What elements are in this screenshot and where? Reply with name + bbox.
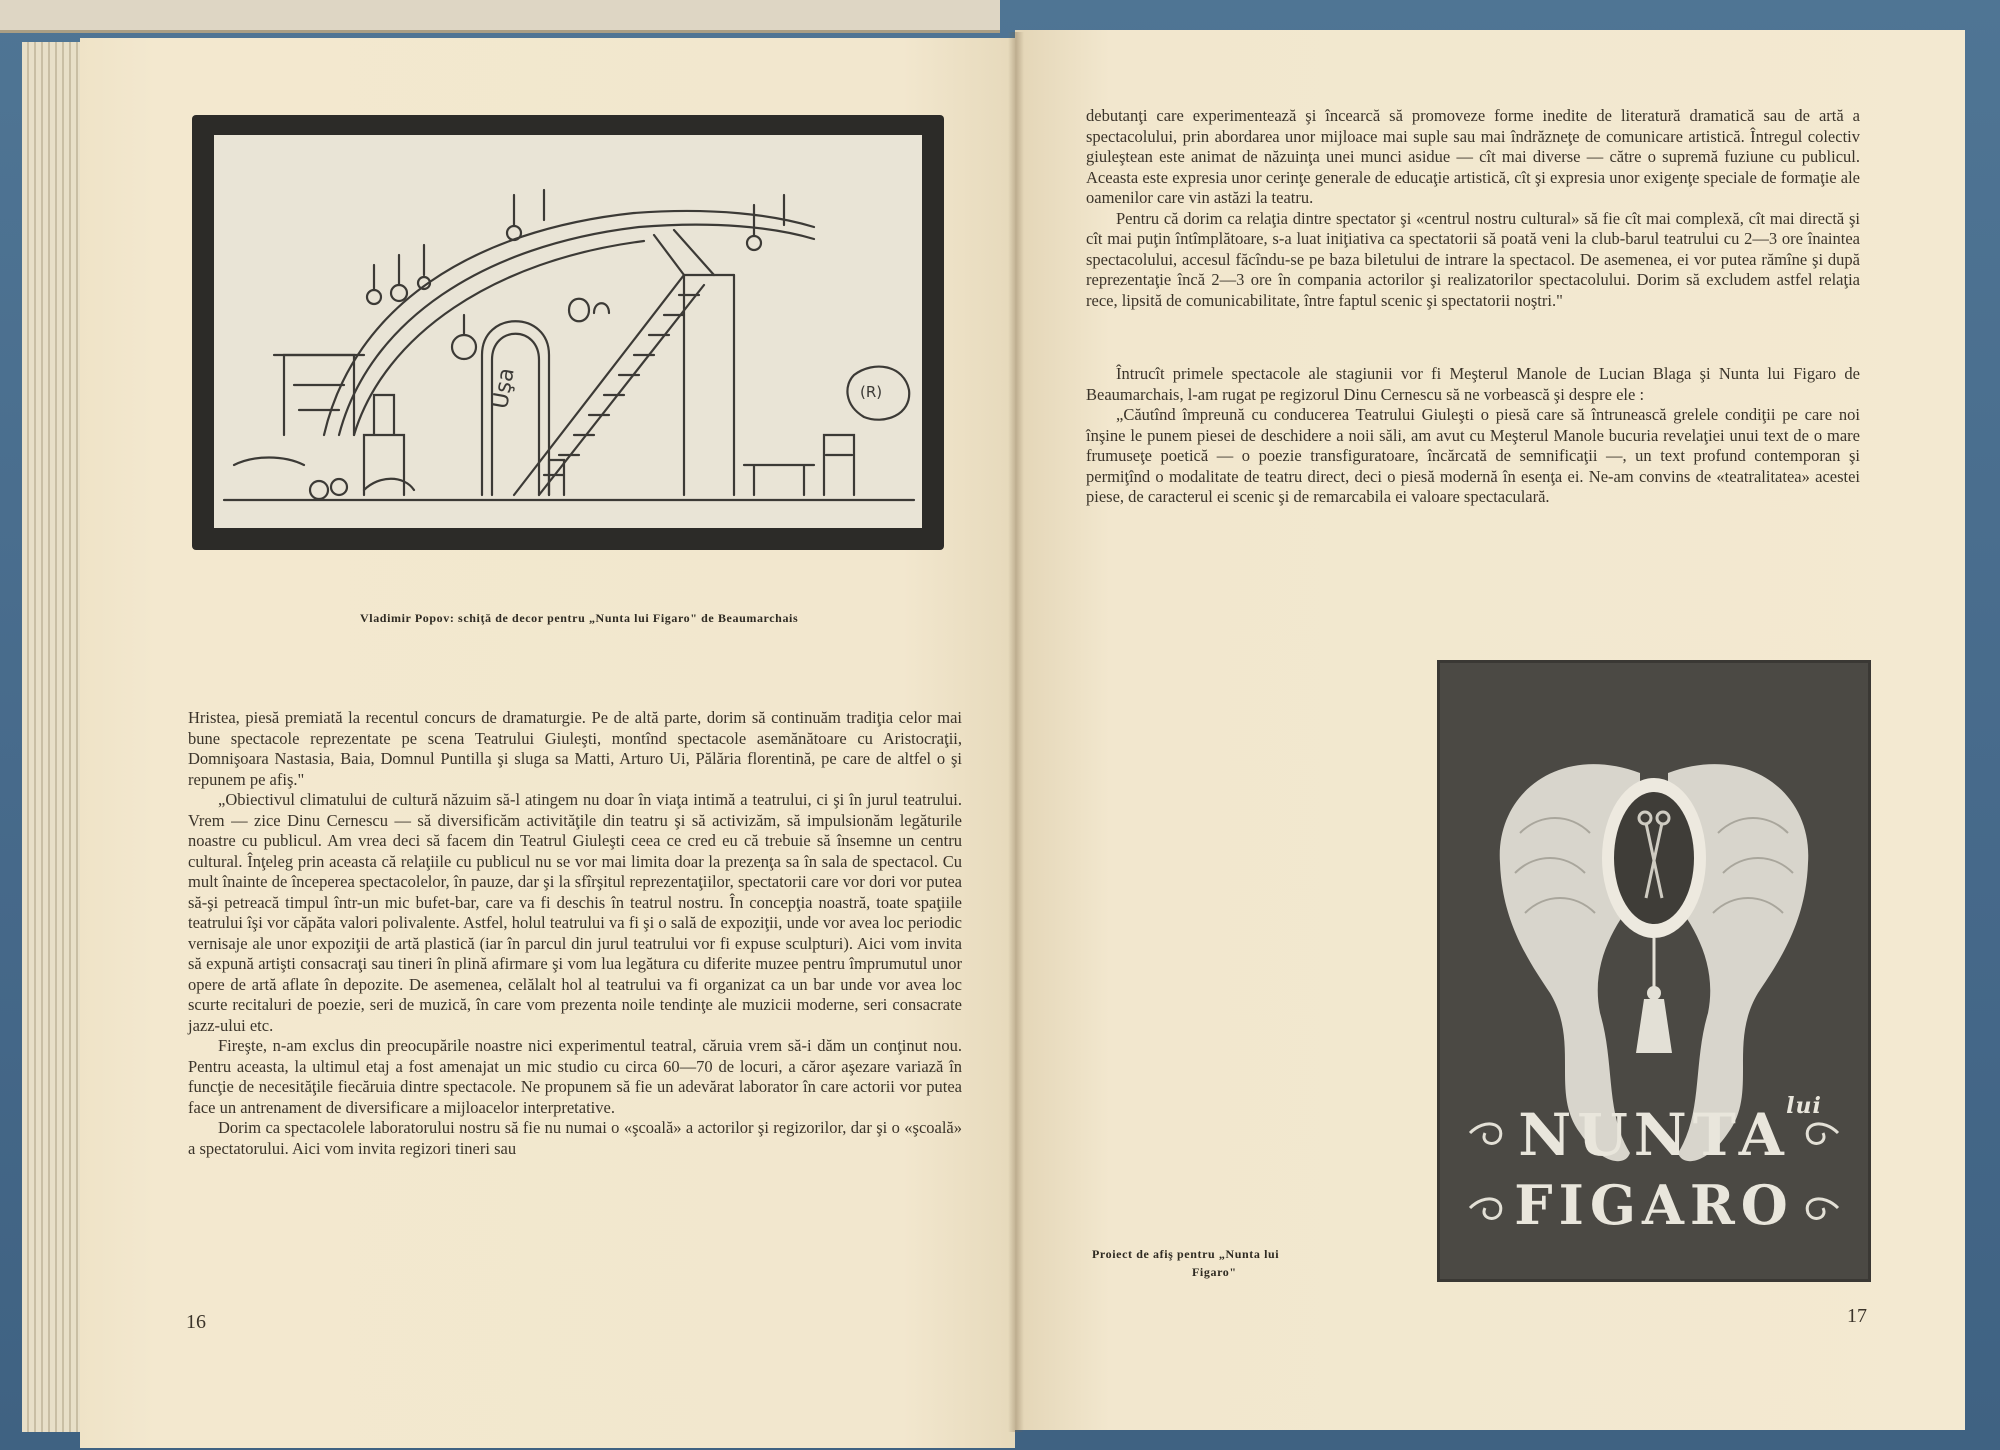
- poster-illustration: [1437, 660, 1871, 1282]
- left-paragraph: Hristea, piesă premiată la recentul concurs de dramaturgie. Pe de altă parte, dorim să continuăm tradiţia celor mai bune spectacole reprezentate pe scena Teatrului Giuleşti, montînd spectacole asemănătoare cu Aristocraţii, Domnişoara Nastasia, Baia, Domnul Puntilla şi sluga sa Matti, Arturo Ui, Pălăria florentină, pe care de altfel o şi repunem pe afiş.": [188, 708, 962, 789]
- stage-design-sketch: [192, 115, 944, 550]
- page-number-right: 17: [1847, 1305, 1867, 1327]
- poster-title-bottom: FIGARO: [1514, 1173, 1794, 1237]
- right-paragraph: Pentru că dorim ca relaţia dintre spectator şi «centrul nostru cultural» să fie cît mai complexă, cît mai directă şi cît mai puţin întîmplătoare, s-a luat iniţiativa ca spectatorii să poată veni la club-barul teatrului cu 2—3 ore înaintea spectacolului, accesul făcîndu-se pe baza biletului de intrare la spectacol. De asemenea, ei vor putea rămîne şi după reprezentaţie încă 2—3 ore în compania actorilor şi realizatorilor spectacolului. Dorim să excludem astfel relaţia rece, lipsită de comunicabilitate, între faptul scenic şi spectatorii noştri.": [1086, 208, 1860, 310]
- right-paragraph: „Căutînd împreună cu conducerea Teatrului Giuleşti o piesă care să întrunească grelele condiţii pe care noi înşine le punem piesei de deschidere a noii săli, am avut cu Meşterul Manole bucuria revelaţiei unui text de o mare frumuseţe poetică — o poezie transfiguratoare, încărcată de semnificaţii —, un text profund contemporan şi permiţînd o modalitate de teatru direct, deci o piesă modernă în esenţa ei. Ne-am convins de «teatralitatea» acestei piese, de caracterul ei scenic şi de remarcabila ei valoare spectaculară.: [1086, 405, 1860, 506]
- poster-title-small: lui: [1786, 1093, 1822, 1119]
- left-paragraph: Fireşte, n-am exclus din preocupările noastre nici experimentul teatral, căruia vrem să-i dăm un conţinut nou. Pentru aceasta, la ultimul etaj a fost amenajat un mic studio cu circa 60—70 de locuri, a căror aşezare variază în funcţie de necesităţile fiecăruia dintre spectacole. Ne propunem să fie un adevărat laborator în care actorii vor putea face un antrenament de diversificare a mijloacelor interpretative.: [188, 1036, 962, 1117]
- right-paragraph: debutanţi care experimentează şi încearcă să promoveze forme inedite de literatură dramatică sau de artă a spectacolului, prin abordarea unor mijloace mai suple sau mai îndrăzneţe de comunicare artistică. Întregul colectiv giuleştean este animat de năzuinţa unei munci asidue — cît mai diverse — către o supremă fuziune cu publicul. Aceasta este expresia unor cerinţe generale de educaţie artistică, cît şi expresia unor exigenţe speciale de formaţie ale oamenilor care vin astăzi la teatru.: [1086, 106, 1860, 207]
- left-paragraph: Dorim ca spectacolele laboratorului nostru să fie nu numai o «şcoală» a actorilor şi regizorilor, dar şi o «şcoală» a spectatorului. Aici vom invita regizori tineri sau: [188, 1118, 962, 1158]
- sketch-drawing: [214, 135, 922, 528]
- sketch-door-label: Uşa: [488, 366, 520, 411]
- binding-edge: [0, 0, 1000, 33]
- right-body-text-bottom: [1086, 364, 1860, 508]
- page-number-left: 16: [186, 1311, 206, 1333]
- left-body-text: [188, 708, 962, 1159]
- left-paragraph: „Obiectivul climatului de cultură năzuim să-l atingem nu doar în viaţa intimă a teatrului, ci şi în jurul teatrului. Vrem — zice Dinu Cernescu — să diversificăm activităţile din teatru şi să activizăm, să impulsionăm legăturile noastre cu publicul. Am vrea deci să facem din Teatrul Giuleşti ceea ce cred eu că trebuie să însemne un centru cultural. Înţeleg prin aceasta că relaţiile cu publicul nu se vor mai limita doar la prezenţa sa în sala de spectacol. Cu mult înainte de începerea spectacolelor, în pauze, dar şi la sfîrşitul reprezentaţiilor, spectatorii care vor dori vor putea să-şi petreacă timpul într-un mic bufet-bar, care va fi deschis în teatrul nostru. În concepţia noastră, toate spaţiile teatrului îşi vor căpăta valori polivalente. Astfel, holul teatrului va fi şi o sală de expoziţii, unde vor avea loc periodic vernisaje ale unor expoziţii de artă plastică (iar în parcul din jurul teatrului vor fi expuse sculpturi). Aici vom invita să expună artişti consacraţi sau tineri în plină afirmare şi vom lua legătura cu diferite muzee pentru împrumutul unor opere de artă aflate în depozite. De asemenea, celălalt hol al teatrului va fi organizat ca un bar unde vor avea loc scurte recitaluri de poezie, seri de muzică, în care vom prezenta noile tendinţe ale muzicii moderne, seri consacrate jazz-ului etc.: [188, 790, 962, 1035]
- gutter-shadow: [1008, 32, 1024, 1432]
- sketch-corner-label: (R): [860, 383, 883, 401]
- sketch-caption: Vladimir Popov: schiţă de decor pentru „Nunta lui Figaro" de Beaumarchais: [360, 611, 799, 625]
- poster-caption-line2: Figaro": [1192, 1265, 1237, 1279]
- poster-caption-line1: Proiect de afiş pentru „Nunta lui: [1092, 1247, 1280, 1261]
- right-paragraph: Întrucît primele spectacole ale stagiunii vor fi Meşterul Manole de Lucian Blaga şi Nunta lui Figaro de Beaumarchais, l-am rugat pe regizorul Dinu Cernescu să ne vorbească şi despre ele :: [1086, 364, 1860, 404]
- poster-title-top: NUNTA: [1518, 1101, 1790, 1169]
- sketch-svg: [214, 135, 922, 528]
- right-body-text-top: [1086, 106, 1860, 311]
